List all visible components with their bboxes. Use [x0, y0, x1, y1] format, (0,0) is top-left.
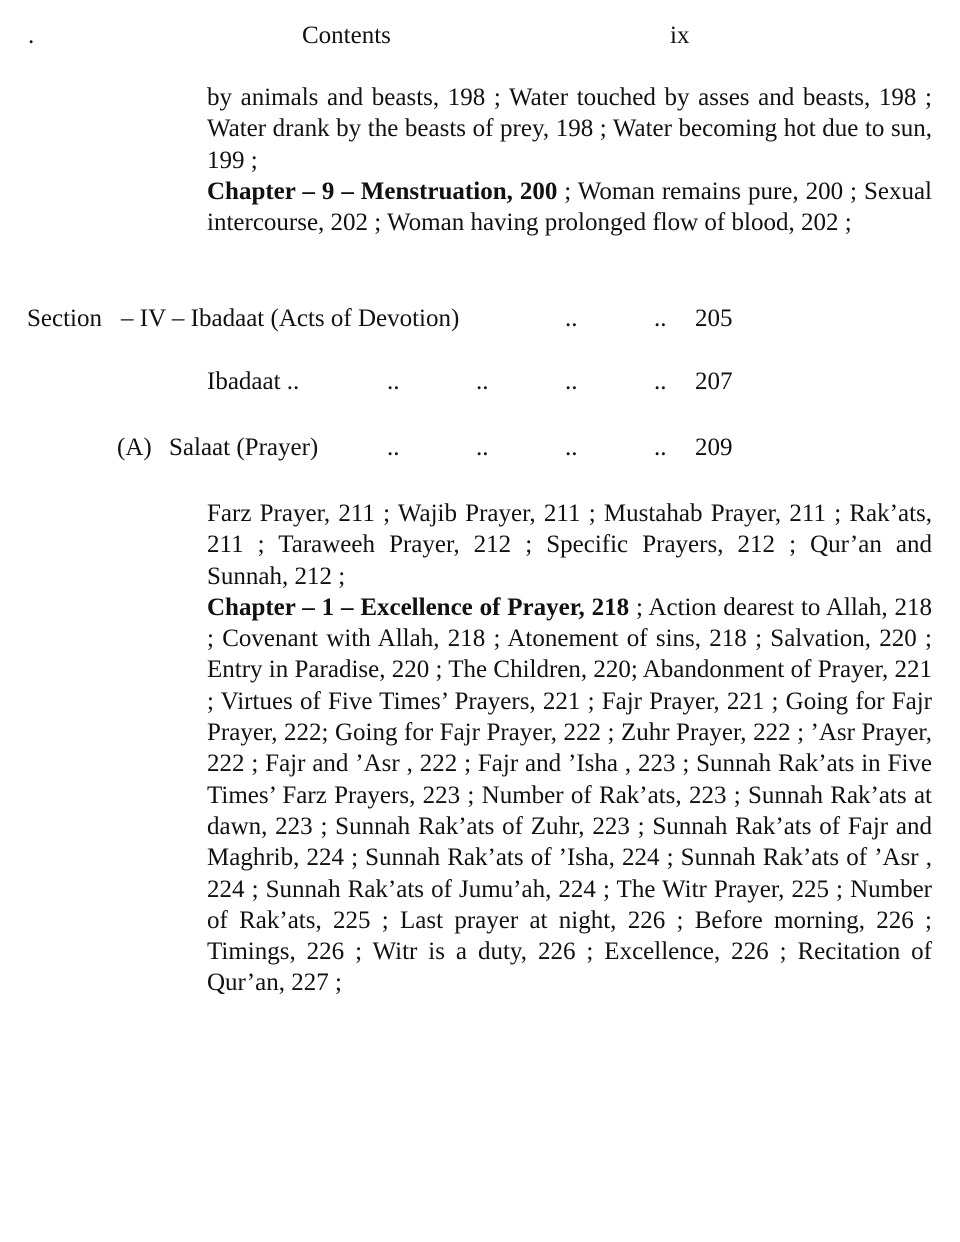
chapter-1-subentries: ; Action dearest to Allah, 218 ; Covenant with Allah, 218 ; Atonement of sins, 218 ; Salvation, 220 ; Entry in Paradise, 220 ; The Children, 220; Abandonment of Prayer, 221 ; Virtues of Five Times’ Prayers, 221 ; Fajr Prayer, 221 ; Going for Fajr Prayer, 222; Going for Fajr Prayer, 222 ; Zuhr Prayer, 222 ; ’Asr Prayer, 222 ; Fajr and ’Asr , 222 ; Fajr and ’Isha , 223 ; Sunnah Rak’ats in Five Times’ Farz Prayers, 223 ; Number of Rak’ats, 223 ; Sunnah Rak’ats at dawn, 223 ; Sunnah Rak’ats of Zuhr, 223 ; Sunnah Rak’ats of Fajr and Maghrib, 224 ; Sunnah Rak’ats of ’Isha, 224 ; Sunnah Rak’ats of ’Asr , 224 ; Sunnah Rak’ats of Jumu’ah, 224 ; The Witr Prayer, 225 ; Number of Rak’ats, 225 ; Last prayer at night, 226 ; Before morning, 226 ; Timings, 226 ; Witr is a duty, 226 ; Excellence, 226 ; Recitation of Qur’an, 227 ;	[207, 593, 932, 997]
header-page-number: ix	[670, 22, 690, 49]
header-mark: .	[28, 22, 35, 49]
section-title: – IV – Ibadaat (Acts of Devotion)	[121, 305, 460, 332]
salaat-label: Salaat (Prayer)	[169, 434, 319, 461]
section-leader: ..	[565, 305, 578, 332]
ibadaat-leader: ..	[654, 368, 667, 395]
salaat-page: 209	[695, 434, 733, 461]
contents-block-bottom	[207, 498, 932, 999]
section-label: Section	[27, 305, 102, 332]
section-leader: ..	[654, 305, 667, 332]
chapter-9-subentries: ; Woman remains pure, 200 ; Sexual intercourse, 202 ; Woman having prolonged flow of blood, 202 ;	[207, 177, 932, 237]
continued-entries: by animals and beasts, 198 ; Water touched by asses and beasts, 198 ; Water drank by the beasts of prey, 198 ; Water becoming hot due to sun, 199 ;	[207, 84, 932, 174]
chapter-9-heading: Chapter – 9 – Menstruation, 200	[207, 177, 558, 205]
ibadaat-leader: ..	[387, 368, 400, 395]
contents-block-top	[207, 82, 932, 238]
ibadaat-page: 207	[695, 368, 733, 395]
salaat-marker: (A)	[117, 434, 152, 461]
salaat-leader: ..	[565, 434, 578, 461]
salaat-leader: ..	[654, 434, 667, 461]
ibadaat-leader: ..	[476, 368, 489, 395]
salaat-leader: ..	[387, 434, 400, 461]
ibadaat-label: Ibadaat ..	[207, 368, 300, 395]
header-title: Contents	[302, 22, 391, 49]
chapter-1-heading: Chapter – 1 – Excellence of Prayer, 218	[207, 593, 630, 621]
chapter-1-entry	[207, 592, 932, 999]
ibadaat-leader: ..	[565, 368, 578, 395]
salaat-leader: ..	[476, 434, 489, 461]
prayer-types-entries: Farz Prayer, 211 ; Wajib Prayer, 211 ; Mustahab Prayer, 211 ; Rak’ats, 211 ; Taraweeh Prayer, 212 ; Specific Prayers, 212 ; Qur’an and Sunnah, 212 ;	[207, 500, 932, 590]
section-page: 205	[695, 305, 733, 332]
chapter-9-entry	[207, 176, 932, 239]
